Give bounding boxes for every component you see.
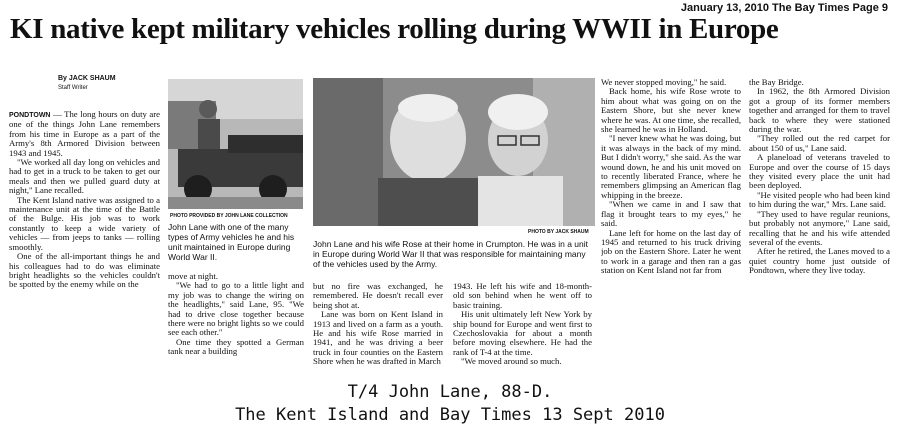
- annotation-line-2: The Kent Island and Bay Times 13 Sept 2010: [235, 405, 665, 425]
- article-column-4: [453, 282, 592, 375]
- column-paragraph: Lane was born on Kent Island in 1913 and lived on a farm as a youth. He and his wife Rose married in 1941, and he was driving a beer truck in four counties on the Eastern Shore when he was drafted in March: [313, 309, 443, 367]
- column-paragraph: "He visited people who had been kind to him during the war," Mrs. Lane said.: [749, 189, 890, 210]
- column-paragraph: "When we came in and I saw that flag it brought tears to my eyes," he said.: [601, 199, 741, 229]
- article-column-5: [601, 78, 741, 375]
- article-column-1: [9, 110, 160, 375]
- byline-role: Staff Writer: [58, 85, 88, 91]
- couple-portrait-image: [313, 78, 595, 226]
- column-paragraph: After he retired, the Lanes moved to a quiet country home just outside of Pondtown, where they live today.: [749, 246, 890, 276]
- column-paragraph: A planeload of veterans traveled to Europe and over the course of 15 days they visited every place the unit had been deployed.: [749, 152, 890, 191]
- column-paragraph: "We worked all day long on vehicles and had to get in a truck to be taken to get our meals and then we pulled guard duty at night," Lane recalled.: [9, 157, 160, 196]
- byline: By JACK SHAUM: [58, 75, 116, 82]
- column-paragraph: One of the all-important things he and his colleagues had to do was eliminate bright headlights so the vehicles couldn't be spotted by the enemy while on the: [9, 251, 160, 290]
- column-paragraph: The Kent Island native was assigned to a maintenance unit at the time of the Battle of the Bulge. His job was to work constantly to keep a wide variety of vehicles — from jeeps to tanks — rolling smoothly.: [9, 194, 160, 252]
- column-paragraph: His unit ultimately left New York by ship bound for Europe and went first to Czechoslovakia for about a month before moving elsewhere. He had the rank of T-4 at the time.: [453, 309, 592, 357]
- column-paragraph: "I never knew what he was doing, but it was always in the back of my mind. But I didn't worry," she said. As the war wound down, he and his unit moved on to recently liberated France, where he remembers glimpsing an American flag whipping in the breeze.: [601, 133, 741, 200]
- left-photo-caption: John Lane with one of the many types of Army vehicles he and his unit maintained in Europe during World War II.: [168, 222, 295, 262]
- column-paragraph: Back home, his wife Rose wrote to him about what was going on on the Eastern Shore, but she never knew where he was. At one time, she recalled, she learned he was in Holland.: [601, 86, 741, 135]
- column-paragraph: "We had to go to a little light and my job was to change the wiring on the headlights," said Lane, 95. "We had to drive close together because there were no bright lights so we could see each other.": [168, 280, 304, 338]
- article-column-6: [749, 78, 890, 375]
- column-paragraph: move at night.: [168, 272, 218, 281]
- dateline: PONDTOWN: [9, 112, 51, 119]
- column-paragraph: — The long hours on duty are one of the things John Lane remembers from his time in Europe as a part of the Army's 8th Armored Division between 1943 and 1945.: [9, 110, 160, 158]
- column-paragraph: the Bay Bridge.: [749, 78, 804, 87]
- column-paragraph: "They used to have regular reunions, but probably not anymore," Lane said, recalling that he and his wife attended several of the events.: [749, 208, 890, 247]
- column-paragraph: Lane left for home on the last day of 1945 and returned to his truck driving job on the Eastern Shore. Later he went to work in a garage and then ran a gas station on Kent Island not far from: [601, 227, 741, 276]
- page-folio: January 13, 2010 The Bay Times Page 9: [680, 2, 888, 14]
- headline: KI native kept military vehicles rolling during WWII in Europe: [10, 13, 779, 45]
- article-column-3: [313, 282, 443, 375]
- column-paragraph: 1943. He left his wife and 18-month-old son behind when he went off to basic training.: [453, 282, 592, 310]
- column-paragraph: In 1962, the 8th Armored Division got a group of its former members together and arranged for them to travel back to where they were stationed during the war.: [749, 86, 890, 135]
- left-photo-credit: PHOTO PROVIDED BY JOHN LANE COLLECTION: [170, 213, 288, 219]
- column-paragraph: We never stopped moving," he said.: [601, 78, 727, 87]
- annotation-line-1: T/4 John Lane, 88-D.: [347, 382, 553, 402]
- article-column-2: [168, 272, 304, 375]
- soldier-jeep-image: [168, 79, 303, 209]
- main-photo-caption: John Lane and his wife Rose at their home in Crumpton. He was in a unit in Europe during World War II that was responsible for maintaining many of the vehicles used by the Army.: [313, 239, 588, 269]
- column-paragraph: One time they spotted a German tank near a building: [168, 336, 304, 357]
- left-photo: [168, 79, 303, 209]
- column-paragraph: but no fire was exchanged, he remembered. He doesn't recall ever being shot at.: [313, 282, 443, 310]
- main-photo: [313, 78, 595, 226]
- main-photo-credit: PHOTO BY JACK SHAUM: [528, 229, 589, 235]
- column-paragraph: "We moved around so much.: [461, 356, 562, 367]
- column-paragraph: "They rolled out the red carpet for about 150 of us," Lane said.: [749, 133, 890, 153]
